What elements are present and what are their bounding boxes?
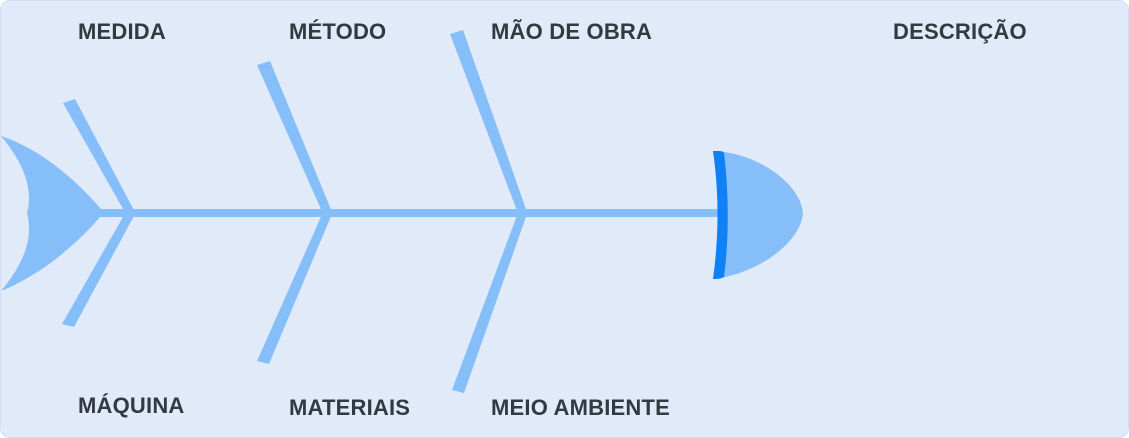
effect-label-descricao: DESCRIÇÃO: [893, 19, 1027, 44]
category-label-metodo: MÉTODO: [289, 19, 387, 44]
category-label-materiais: MATERIAIS: [289, 395, 411, 420]
bone-meio-ambiente: [452, 210, 527, 393]
category-label-maquina: MÁQUINA: [78, 393, 185, 418]
bone-metodo: [257, 61, 332, 216]
fishbone-diagram: [1, 1, 1129, 438]
category-label-medida: MEDIDA: [78, 19, 166, 44]
bone-mao-de-obra: [450, 30, 527, 216]
category-label-meio-ambiente: MEIO AMBIENTE: [491, 395, 671, 420]
fish-spine: [91, 209, 721, 217]
bone-materiais: [257, 210, 332, 364]
category-label-mao-de-obra: MÃO DE OBRA: [491, 19, 653, 44]
fish-tail: [1, 136, 101, 291]
